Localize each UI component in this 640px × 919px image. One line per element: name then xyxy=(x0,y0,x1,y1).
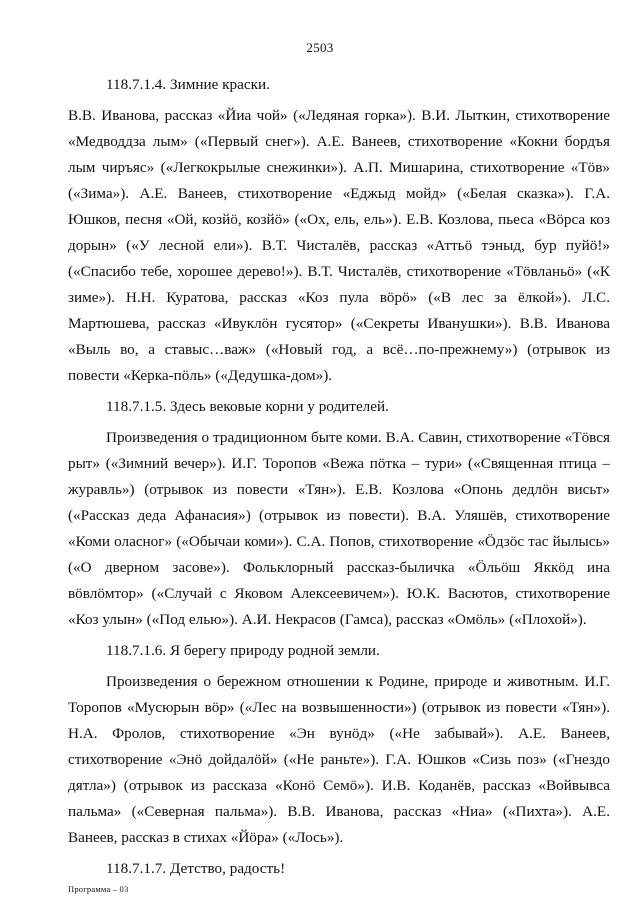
section-paragraph-nature-care: Произведения о бережном отношении к Родине, природе и животным. И.Г. Торопов «Мусюрын вӧр» («Лес на возвышенности») (отрывок из повести «Тян»). Н.А. Фролов, стихотворение «Эн вунӧд» («Не забывай»). А.Е. Ванеев, стихотворение «Энӧ дойдалӧй» («Не раньте»). Г.А. Юшков «Сизь поз» («Гнездо дятла») (отрывок из рассказа «Конӧ Семӧ»). И.В. Коданёв, рассказ «Войвывса пальма» («Северная пальма»). В.В. Иванова, рассказ «Ниа» («Пихта»). А.Е. Ванеев, рассказ в стихах «Йӧра» («Лось»). xyxy=(68,673,610,846)
document-body xyxy=(68,72,610,887)
section-paragraph-winter-colors: В.В. Иванова, рассказ «Йиа чой» («Ледяная горка»). В.И. Лыткин, стихотворение «Медводдза лым» («Первый снег»). А.Е. Ванеев, стихотворение «Кокни бордъя лым чиръяс» («Легкокрылые снежинки»). А.П. Мишарина, стихотворение «Тӧв» («Зима»). А.Е. Ванеев, стихотворение «Еджыд мойд» («Белая сказка»). Г.А. Юшков, песня «Ой, козйӧ, козйӧ» («Ох, ель, ель»). Е.В. Козлова, пьеса «Вӧрса коз дорын» («У лесной ели»). В.Т. Чисталёв, рассказ «Аттьӧ тэныд, бур пуйӧ!» («Спасибо тебе, хорошее дерево!»). В.Т. Чисталёв, стихотворение «Тӧвланьӧ» («К зиме»). Н.Н. Куратова, рассказ «Коз пула вӧрӧ» («В лес за ёлкой»). Л.С. Мартюшева, рассказ «Ивуклӧн гусятор» («Секреты Иванушки»). В.В. Иванова «Выль во, а ставыс…важ» («Новый год, а всё…по-прежнему») (отрывок из повести «Керка-пӧль» («Дедушка-дом»). xyxy=(68,107,610,384)
section-heading-winter-colors: 118.7.1.4. Зимние краски. xyxy=(106,76,270,93)
section-paragraph-ancient-roots: Произведения о традиционном быте коми. В.А. Савин, стихотворение «Тӧвся рыт» («Зимний вечер»). И.Г. Торопов «Вежа пӧтка – тури» («Священная птица – журавль») (отрывок из повести «Тян»). Е.В. Козлова «Опонь дедлӧн висьт» («Рассказ деда Афанасия») (отрывок из повести). В.А. Уляшёв, стихотворение «Коми оласног» («Обычаи коми»). С.А. Попов, стихотворение «Ӧдзӧс тас йылысь» («О дверном засове»). Фольклорный рассказ-быличка «Ӧльӧш Яккӧд ина вӧвлӧмтор» («Случай с Яковом Алексеевичем»). Ю.К. Васютов, стихотворение «Коз улын» («Под елью»). А.И. Некрасов (Гамса), рассказ «Омӧль» («Плохой»). xyxy=(68,429,610,628)
section-heading-nature-care: 118.7.1.6. Я берегу природу родной земли. xyxy=(106,642,380,659)
section-heading-ancient-roots: 118.7.1.5. Здесь вековые корни у родителей. xyxy=(106,398,389,415)
footer-label: Программа – 03 xyxy=(68,884,129,894)
page-number: 2503 xyxy=(306,40,334,55)
section-heading-childhood: 118.7.1.7. Детство, радость! xyxy=(106,860,286,877)
